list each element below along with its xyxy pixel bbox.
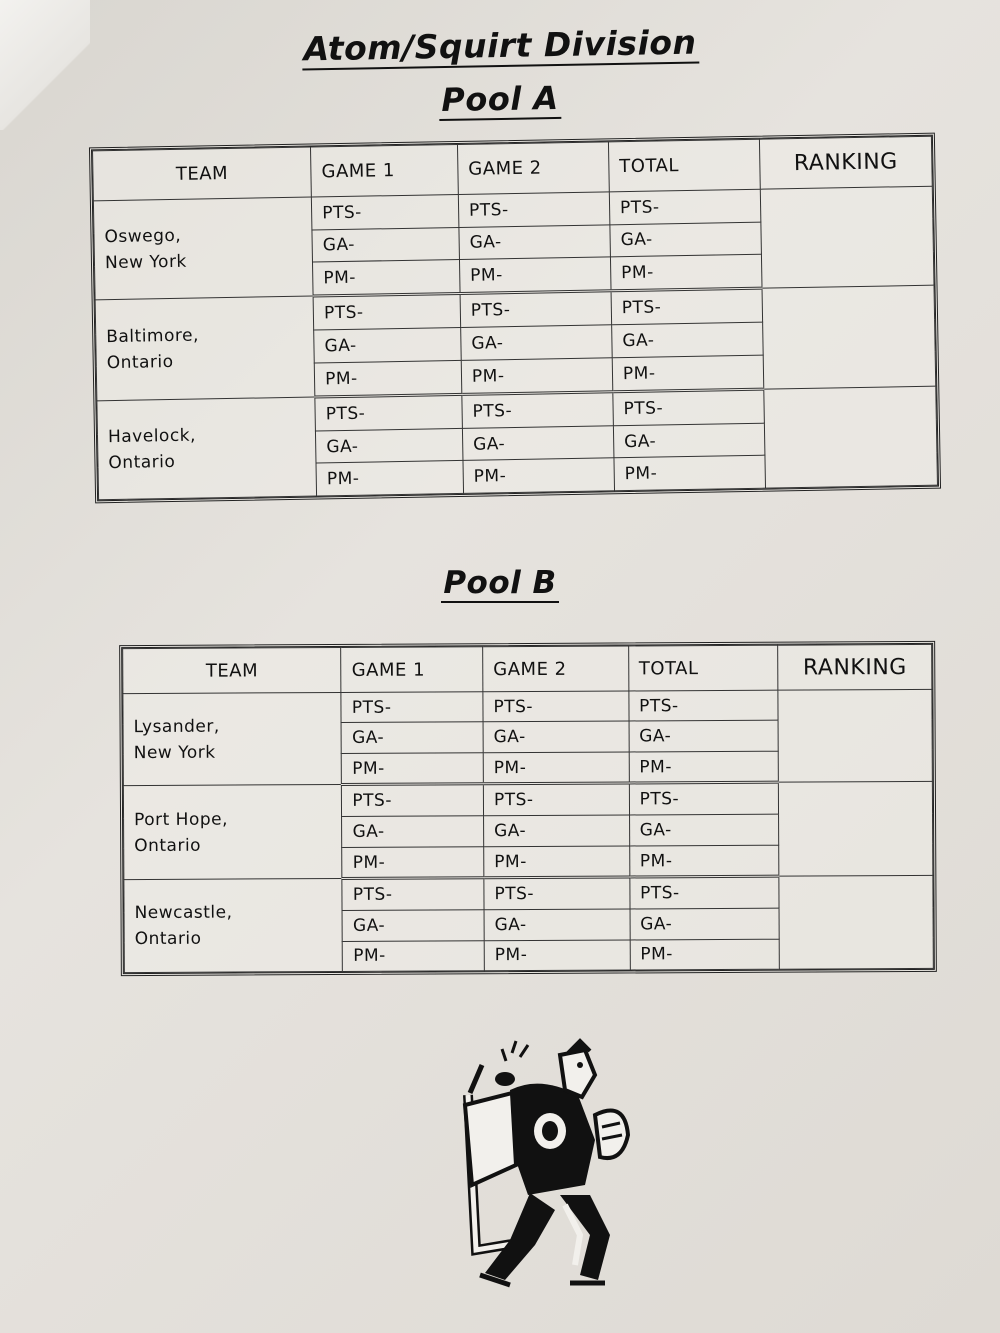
total-ga[interactable]: GA-	[610, 222, 762, 257]
game1-ga[interactable]: GA-	[312, 227, 459, 262]
game2-pm[interactable]: PM-	[483, 752, 629, 785]
total-pts[interactable]: PTS-	[613, 389, 765, 426]
team-name-line2: Ontario	[106, 351, 174, 374]
pool-b-title: Pool B	[443, 565, 557, 601]
team-cell	[123, 785, 342, 880]
game2-pts[interactable]: PTS-	[483, 783, 629, 816]
game1-ga[interactable]: GA-	[342, 910, 484, 941]
team-name-line1: Port Hope,	[134, 809, 229, 831]
game2-ga[interactable]: GA-	[459, 224, 611, 259]
game1-pts[interactable]: PTS-	[313, 294, 460, 331]
total-pm[interactable]: PM-	[630, 939, 780, 970]
total-pm[interactable]: PM-	[612, 355, 764, 392]
division-title: Atom/Squirt Division	[0, 17, 1000, 73]
team-name-line2: New York	[133, 742, 216, 763]
game2-header: GAME 2	[457, 142, 609, 195]
game2-header: GAME 2	[483, 646, 629, 692]
ranking-cell[interactable]	[762, 285, 936, 389]
game1-ga[interactable]: GA-	[342, 816, 484, 847]
team-cell	[95, 296, 315, 400]
game2-ga[interactable]: GA-	[484, 909, 630, 940]
game1-pts[interactable]: PTS-	[341, 692, 483, 723]
team-name-line1: Havelock,	[107, 425, 197, 448]
team-name-line1: Newcastle,	[134, 902, 233, 924]
team-cell	[123, 692, 342, 786]
team-name-line2: Ontario	[134, 835, 202, 857]
game2-pm[interactable]: PM-	[459, 257, 611, 294]
ranking-cell[interactable]	[760, 186, 934, 288]
total-pts[interactable]: PTS-	[628, 690, 778, 721]
game2-pm[interactable]: PM-	[463, 458, 615, 493]
team-name-line2: Ontario	[108, 451, 176, 474]
game1-pm[interactable]: PM-	[316, 461, 463, 496]
pool-a-title: Pool A	[0, 71, 1000, 126]
game1-pm[interactable]: PM-	[343, 940, 485, 971]
ranking-cell[interactable]	[778, 689, 932, 782]
team-header: TEAM	[123, 647, 342, 693]
game1-ga[interactable]: GA-	[341, 722, 483, 753]
ranking-cell[interactable]	[779, 876, 933, 969]
total-pts[interactable]: PTS-	[609, 189, 761, 224]
total-pts[interactable]: PTS-	[629, 783, 779, 816]
game2-ga[interactable]: GA-	[461, 325, 613, 360]
team-cell	[124, 879, 343, 973]
game2-ga[interactable]: GA-	[462, 426, 614, 461]
game1-pm[interactable]: PM-	[314, 360, 461, 397]
game2-pts[interactable]: PTS-	[484, 877, 630, 910]
total-header: TOTAL	[628, 645, 778, 691]
game1-pm[interactable]: PM-	[342, 752, 484, 785]
game2-pm[interactable]: PM-	[484, 940, 630, 971]
pool-b-table	[119, 641, 937, 976]
team-cell	[97, 397, 317, 500]
total-pm[interactable]: PM-	[614, 456, 766, 491]
total-ga[interactable]: GA-	[629, 721, 779, 752]
game1-header: GAME 1	[311, 144, 459, 197]
game2-pts[interactable]: PTS-	[483, 691, 629, 722]
total-pm[interactable]: PM-	[629, 751, 779, 784]
game1-ga[interactable]: GA-	[314, 328, 461, 363]
total-pts[interactable]: PTS-	[611, 288, 763, 325]
ranking-cell[interactable]	[779, 782, 933, 877]
game2-ga[interactable]: GA-	[483, 721, 629, 752]
total-pm[interactable]: PM-	[610, 254, 762, 291]
ranking-header: RANKING	[778, 644, 932, 690]
ranking-cell[interactable]	[764, 386, 938, 488]
game2-pts[interactable]: PTS-	[458, 192, 610, 227]
game1-pts[interactable]: PTS-	[342, 878, 484, 911]
game1-pm[interactable]: PM-	[342, 846, 484, 879]
total-pts[interactable]: PTS-	[629, 877, 779, 910]
total-ga[interactable]: GA-	[629, 814, 779, 845]
total-ga[interactable]: GA-	[613, 423, 765, 458]
ranking-header: RANKING	[759, 136, 932, 189]
team-name-line1: Baltimore,	[106, 325, 200, 348]
hockey-goalie-icon	[410, 1035, 640, 1290]
game1-pts[interactable]: PTS-	[311, 194, 458, 229]
game2-pts[interactable]: PTS-	[460, 291, 612, 328]
total-ga[interactable]: GA-	[612, 322, 764, 357]
game2-pm[interactable]: PM-	[484, 846, 630, 879]
game2-pts[interactable]: PTS-	[462, 392, 614, 429]
total-ga[interactable]: GA-	[630, 908, 780, 939]
team-name-line1: Lysander,	[133, 716, 220, 737]
team-cell	[93, 197, 313, 300]
team-name-line2: New York	[104, 251, 188, 274]
team-name-line2: Ontario	[134, 928, 202, 950]
game1-pm[interactable]: PM-	[313, 260, 460, 297]
total-pm[interactable]: PM-	[629, 845, 779, 878]
game1-ga[interactable]: GA-	[316, 428, 463, 463]
game1-pts[interactable]: PTS-	[315, 394, 462, 431]
game1-pts[interactable]: PTS-	[342, 784, 484, 817]
game2-pm[interactable]: PM-	[461, 358, 613, 395]
team-name-line1: Oswego,	[104, 225, 182, 248]
team-header: TEAM	[93, 147, 312, 201]
total-header: TOTAL	[608, 139, 760, 192]
game2-ga[interactable]: GA-	[484, 815, 630, 846]
game1-header: GAME 1	[341, 647, 483, 693]
pool-a-table	[89, 133, 941, 504]
